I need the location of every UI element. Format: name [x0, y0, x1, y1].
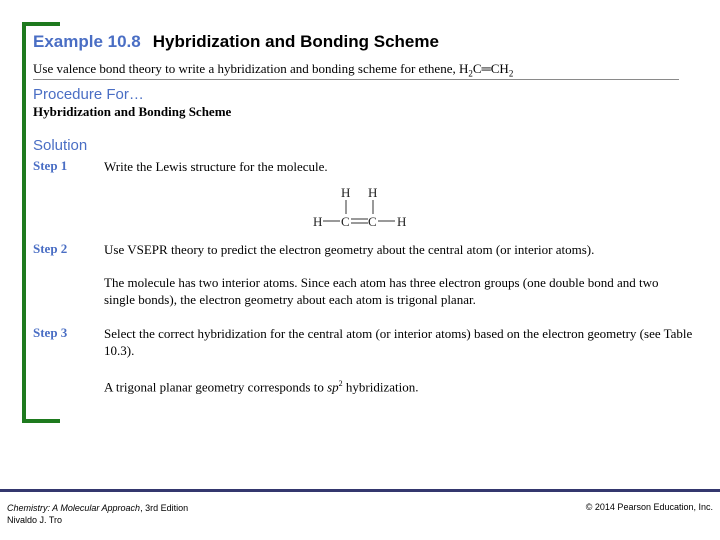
- green-bracket-bottom: [22, 419, 60, 423]
- footer-rule: [0, 489, 720, 492]
- book-edition: , 3rd Edition: [140, 503, 189, 513]
- header-divider: [33, 79, 679, 80]
- example-name: Hybridization and Bonding Scheme: [152, 32, 439, 51]
- step-3-detail-pre: A trigonal planar geometry corresponds to: [104, 379, 328, 395]
- step-2-label: Step 2: [33, 241, 68, 256]
- footer-copyright: © 2014 Pearson Education, Inc.: [585, 502, 713, 512]
- step-3-detail-post: hybridization.: [342, 379, 419, 395]
- step-2-text: Use VSEPR theory to predict the electron geometry about the central atom (or interior atoms).: [104, 242, 595, 257]
- formula-sub-2: 2: [508, 68, 514, 79]
- hybrid-superscript: 2: [338, 379, 343, 388]
- step-3-detail: [104, 375, 694, 395]
- formula-mid: C═CH: [472, 61, 509, 76]
- svg-text:C: C: [368, 214, 377, 229]
- svg-text:H: H: [313, 214, 323, 229]
- step-2-detail: The molecule has two interior atoms. Since each atom has three electron groups (one double bond and two single bonds), the electron geometry about each atom is trigonal planar.: [104, 275, 659, 307]
- svg-text:H: H: [368, 185, 378, 200]
- step-1-text: Write the Lewis structure for the molecule.: [104, 159, 328, 174]
- step-3-text: Select the correct hybridization for the central atom (or interior atoms) based on the electron geometry (see Table 10.3).: [104, 326, 693, 358]
- formula-sub-1: 2: [468, 68, 473, 79]
- formula-h: H: [458, 61, 469, 76]
- prompt-text: Use valence bond theory to write a hybridization and bonding scheme for ethene,: [33, 61, 459, 76]
- procedure-subheading: Hybridization and Bonding Scheme: [33, 104, 232, 119]
- example-number: Example 10.8: [33, 32, 141, 51]
- hybrid-sp: sp: [327, 379, 339, 395]
- example-title: [33, 32, 439, 52]
- green-bracket-vertical: [22, 22, 26, 423]
- lewis-structure-ethene: [312, 184, 412, 230]
- example-prompt: [33, 61, 513, 79]
- step-1-label: Step 1: [33, 158, 68, 173]
- solution-heading: Solution: [33, 137, 88, 154]
- svg-text:H: H: [397, 214, 407, 229]
- svg-text:H: H: [341, 185, 351, 200]
- step-3-label: Step 3: [33, 325, 68, 340]
- footer-citation: [7, 502, 188, 526]
- book-title: Chemistry: A Molecular Approach: [7, 503, 141, 513]
- svg-text:C: C: [341, 214, 350, 229]
- procedure-heading: Procedure For…: [33, 86, 144, 103]
- book-author: Nivaldo J. Tro: [7, 515, 63, 525]
- green-bracket-top: [22, 22, 60, 26]
